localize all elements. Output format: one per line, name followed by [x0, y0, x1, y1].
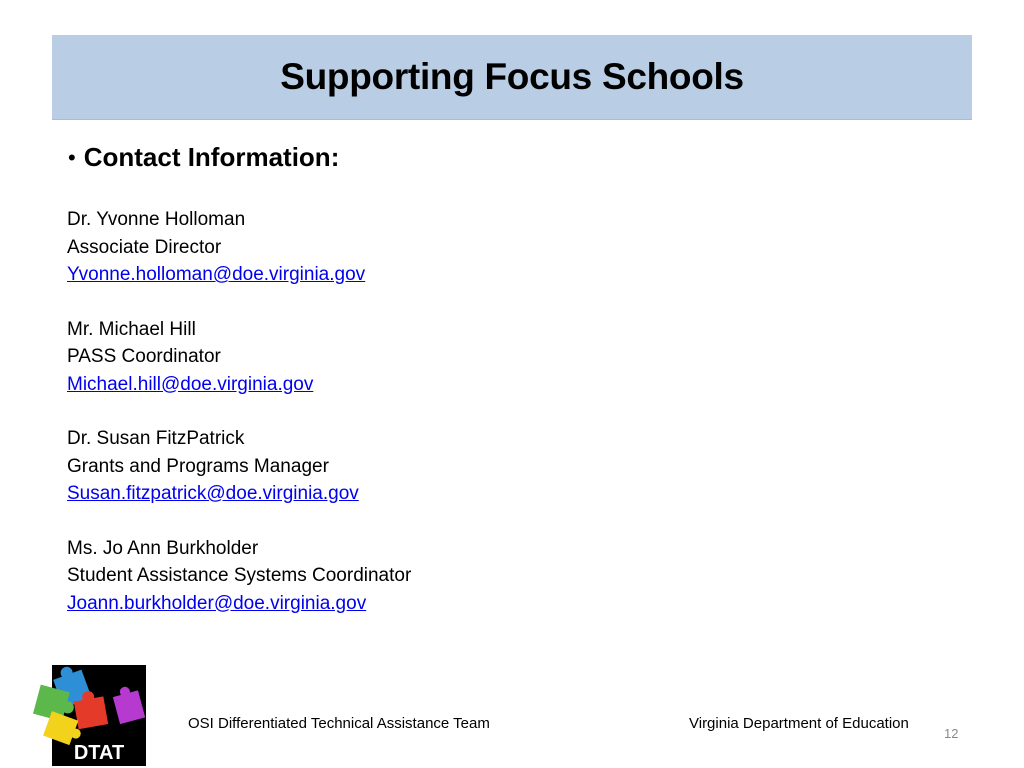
contact-email-link[interactable]: Michael.hill@doe.virginia.gov: [67, 373, 314, 395]
contact-role: Associate Director: [67, 236, 222, 258]
contact-role: PASS Coordinator: [67, 346, 221, 367]
page-number: 12: [944, 726, 959, 741]
bullet-dot-icon: •: [68, 144, 76, 170]
contact-role: Student Assistance Systems Coordinator: [67, 565, 412, 586]
contact-card: [67, 535, 411, 618]
contact-name: Ms. Jo Ann Burkholder: [67, 537, 259, 559]
contact-role: Grants and Programs Manager: [67, 455, 329, 477]
bullet-heading: [68, 142, 339, 173]
contact-name: Mr. Michael Hill: [67, 318, 196, 340]
slide-title: Supporting Focus Schools: [280, 56, 744, 97]
contact-email-link[interactable]: Yvonne.holloman@doe.virginia.gov: [67, 264, 366, 285]
contact-email-link[interactable]: Joann.burkholder@doe.virginia.gov: [67, 592, 367, 614]
contact-email-link[interactable]: Susan.fitzpatrick@doe.virginia.gov: [67, 483, 359, 504]
contact-list: [67, 206, 411, 644]
contact-name: Dr. Susan FitzPatrick: [67, 428, 245, 449]
logo-text: DTAT: [73, 742, 125, 764]
contact-card: [67, 425, 411, 508]
contact-card: [67, 316, 411, 399]
footer-team: OSI Differentiated Technical Assistance Team: [188, 715, 490, 732]
title-bar: [52, 35, 972, 120]
bullet-heading-text: Contact Information:: [83, 142, 340, 172]
puzzle-logo-icon: [30, 655, 150, 767]
contact-name: Dr. Yvonne Holloman: [67, 209, 246, 230]
footer-department: Virginia Department of Education: [689, 715, 909, 732]
contact-card: [67, 206, 411, 289]
